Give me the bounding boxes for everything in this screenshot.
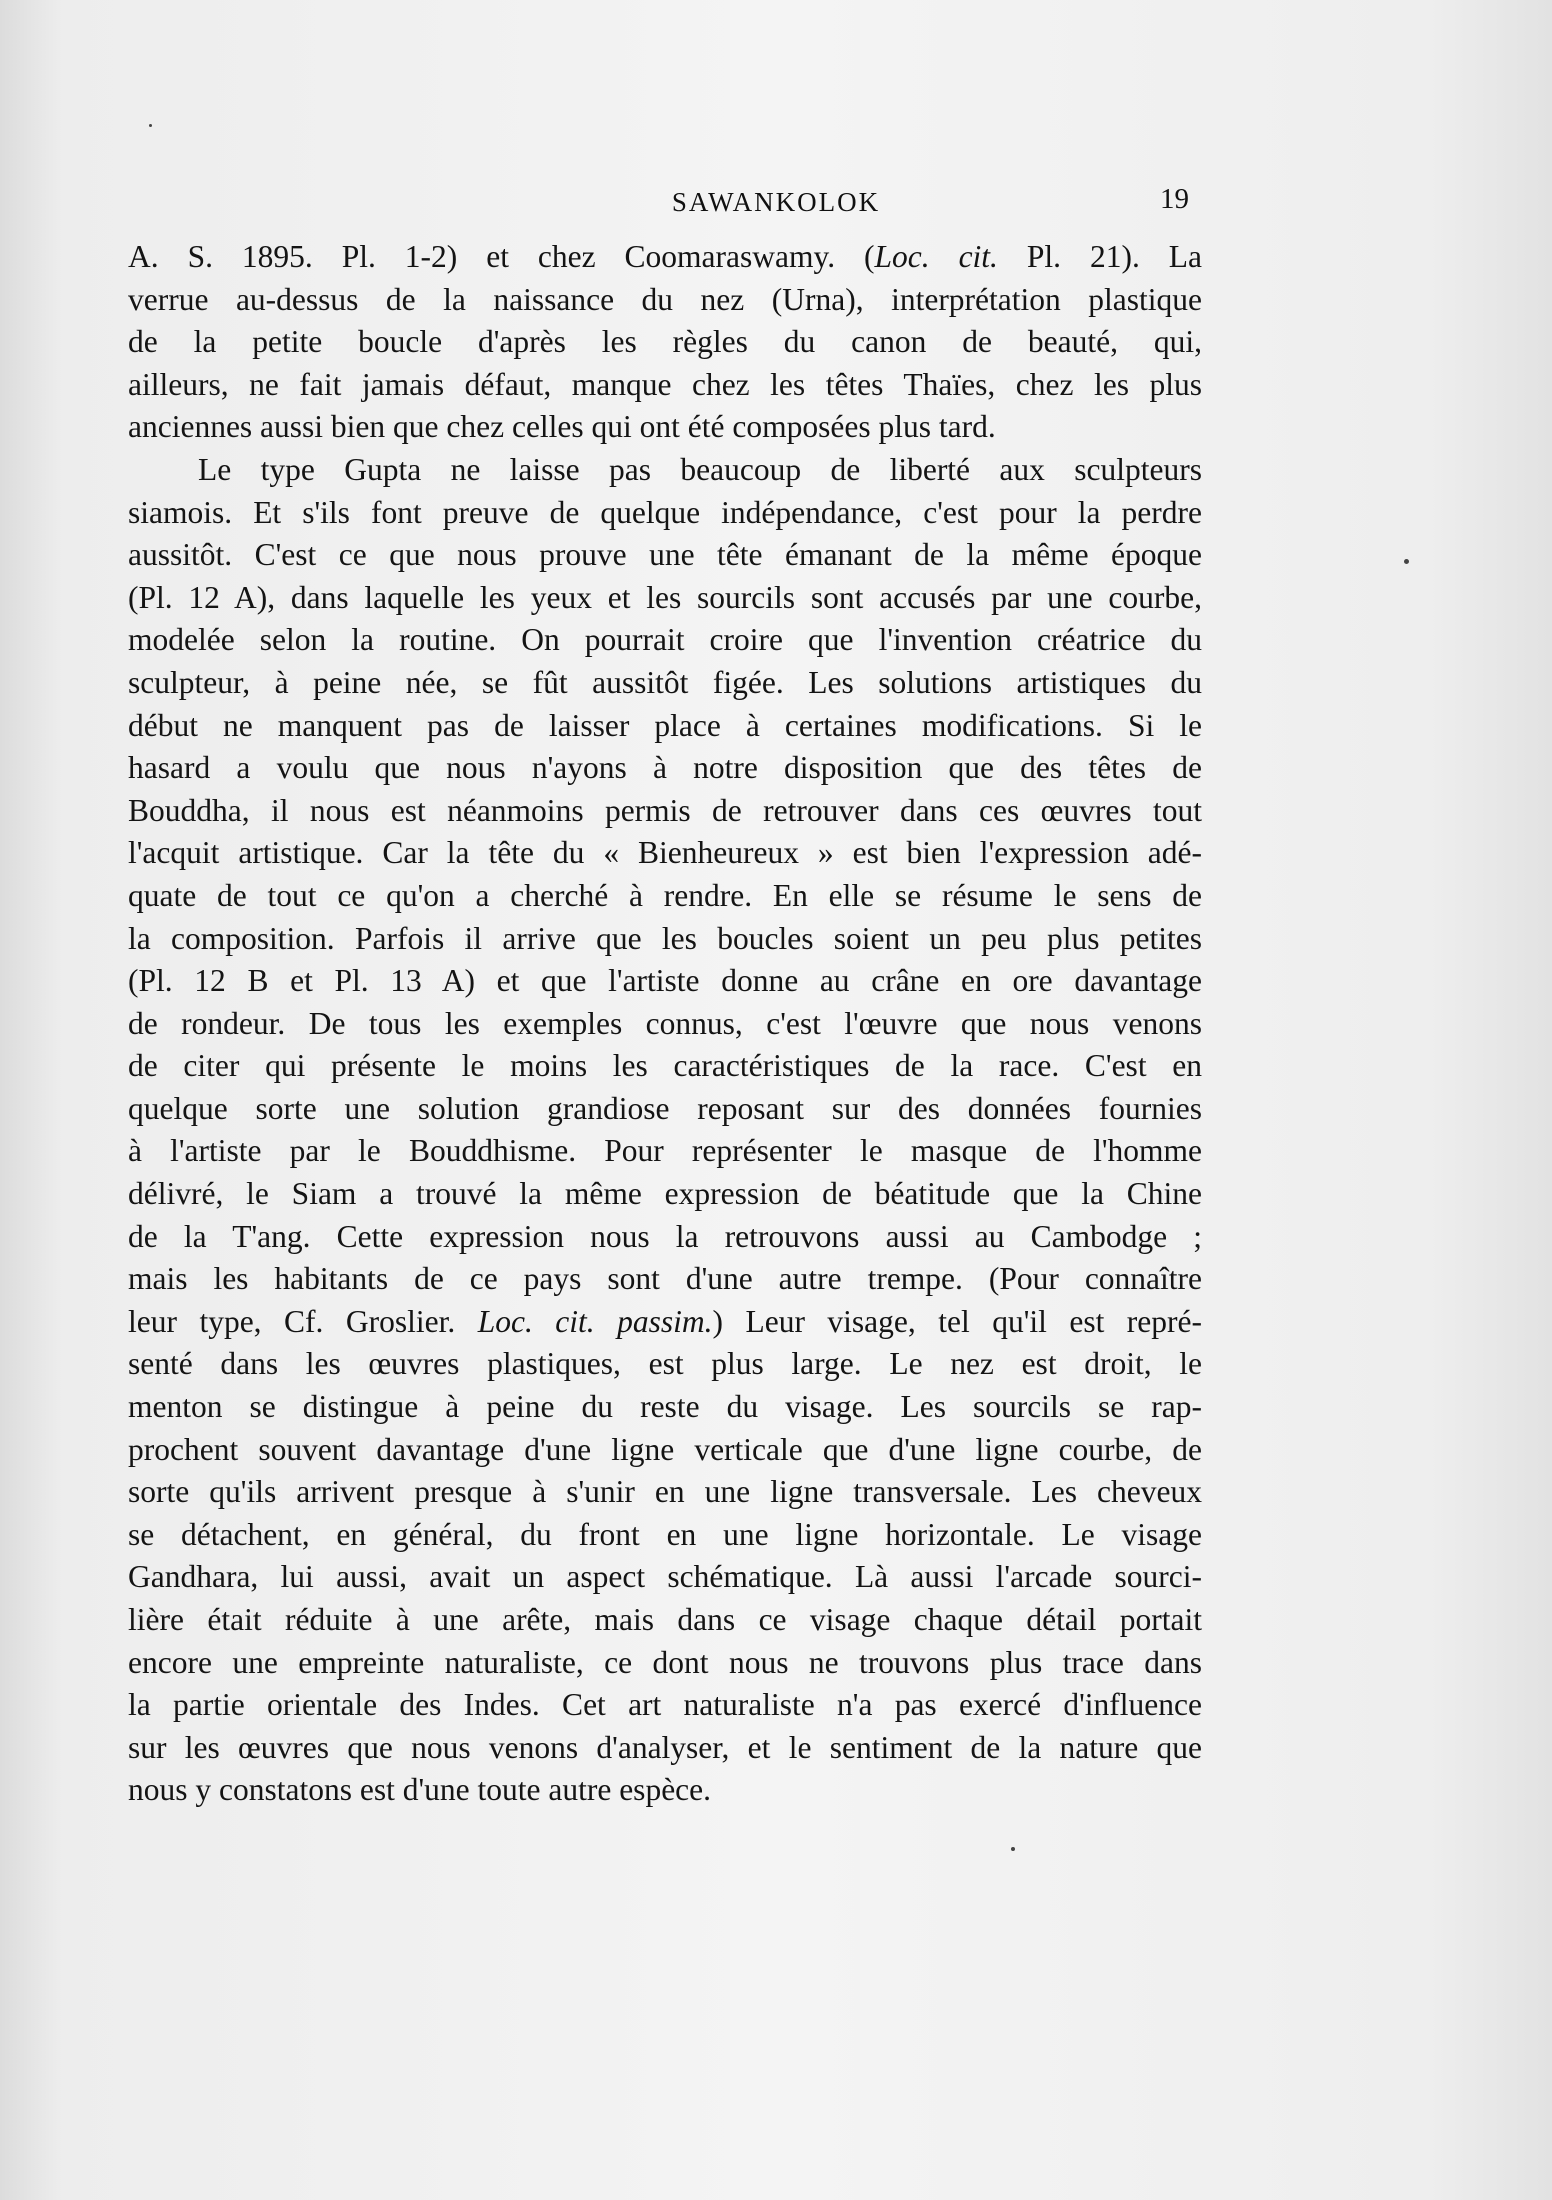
text-line: la partie orientale des Indes. Cet art naturaliste n'a pas exercé d'influence xyxy=(128,1687,1202,1723)
text-line: délivré, le Siam a trouvé la même expression de béatitude que la Chine xyxy=(128,1176,1202,1212)
text-line: de la T'ang. Cette expression nous la retrouvons aussi au Cambodge ; xyxy=(128,1218,1202,1254)
text-line: de citer qui présente le moins les caractéristiques de la race. C'est en xyxy=(128,1048,1202,1084)
text-line: quate de tout ce qu'on a cherché à rendre. En elle se résume le sens de xyxy=(128,877,1202,913)
text-line: modelée selon la routine. On pourrait croire que l'invention créatrice du xyxy=(128,622,1202,658)
text-line: la composition. Parfois il arrive que les boucles soient un peu plus petites xyxy=(128,920,1202,956)
text-line: prochent souvent davantage d'une ligne verticale que d'une ligne courbe, de xyxy=(128,1431,1202,1467)
text-line: hasard a voulu que nous n'ayons à notre disposition que des têtes de xyxy=(128,750,1202,786)
text-line: à l'artiste par le Bouddhisme. Pour représenter le masque de l'homme xyxy=(128,1133,1202,1169)
text-line: de la petite boucle d'après les règles du canon de beauté, qui, xyxy=(128,324,1202,360)
dust-speck xyxy=(1404,559,1409,564)
text-line: leur type, Cf. Groslier. Loc. cit. passim.) Leur visage, tel qu'il est repré- xyxy=(128,1303,1202,1339)
text-line: anciennes aussi bien que chez celles qui ont été composées plus tard. xyxy=(128,409,996,445)
text-line: menton se distingue à peine du reste du visage. Les sourcils se rap- xyxy=(128,1389,1202,1425)
text-line: siamois. Et s'ils font preuve de quelque indépendance, c'est pour la perdre xyxy=(128,494,1202,530)
paragraph-first-line: Le type Gupta ne laisse pas beaucoup de liberté aux sculpteurs xyxy=(198,451,1202,487)
text-line: A. S. 1895. Pl. 1-2) et chez Coomaraswamy. (Loc. cit. Pl. 21). La xyxy=(128,239,1202,274)
text-line: quelque sorte une solution grandiose reposant sur des données fournies xyxy=(128,1090,1202,1126)
text-line: début ne manquent pas de laisser place à certaines modifications. Si le xyxy=(128,707,1202,743)
text-line: l'acquit artistique. Car la tête du « Bienheureux » est bien l'expression adé- xyxy=(128,835,1202,871)
text-line: sorte qu'ils arrivent presque à s'unir en une ligne transversale. Les cheveux xyxy=(128,1474,1202,1510)
text-line: mais les habitants de ce pays sont d'une autre trempe. (Pour connaître xyxy=(128,1261,1202,1297)
text-line: sur les œuvres que nous venons d'analyser, et le sentiment de la nature que xyxy=(128,1729,1202,1765)
text-line: nous y constatons est d'une toute autre espèce. xyxy=(128,1772,712,1808)
text-line: encore une empreinte naturaliste, ce dont nous ne trouvons plus trace dans xyxy=(128,1644,1202,1680)
text-line: Gandhara, lui aussi, avait un aspect schématique. Là aussi l'arcade sourci- xyxy=(128,1559,1202,1595)
dust-speck xyxy=(149,124,152,127)
text-line: se détachent, en général, du front en une ligne horizontale. Le visage xyxy=(128,1516,1202,1552)
dust-speck xyxy=(1011,1847,1015,1851)
text-line: verrue au-dessus de la naissance du nez (Urna), interprétation plastique xyxy=(128,281,1202,317)
text-line: lière était réduite à une arête, mais dans ce visage chaque détail portait xyxy=(128,1602,1202,1637)
running-title: SAWANKOLOK xyxy=(671,187,881,217)
text-line: (Pl. 12 B et Pl. 13 A) et que l'artiste donne au crâne en ore davantage xyxy=(128,963,1202,999)
text-line: ailleurs, ne fait jamais défaut, manque chez les têtes Thaïes, chez les plus xyxy=(128,366,1202,402)
text-line: sculpteur, à peine née, se fût aussitôt figée. Les solutions artistiques du xyxy=(128,664,1202,700)
page-number: 19 xyxy=(1160,183,1189,215)
text-line: de rondeur. De tous les exemples connus, c'est l'œuvre que nous venons xyxy=(128,1005,1202,1041)
text-line: (Pl. 12 A), dans laquelle les yeux et les sourcils sont accusés par une courbe, xyxy=(128,579,1202,615)
body-text xyxy=(128,236,1202,1812)
text-line: aussitôt. C'est ce que nous prouve une tête émanant de la même époque xyxy=(128,537,1202,573)
text-line: senté dans les œuvres plastiques, est plus large. Le nez est droit, le xyxy=(128,1346,1202,1382)
text-line: Bouddha, il nous est néanmoins permis de retrouver dans ces œuvres tout xyxy=(128,792,1202,828)
